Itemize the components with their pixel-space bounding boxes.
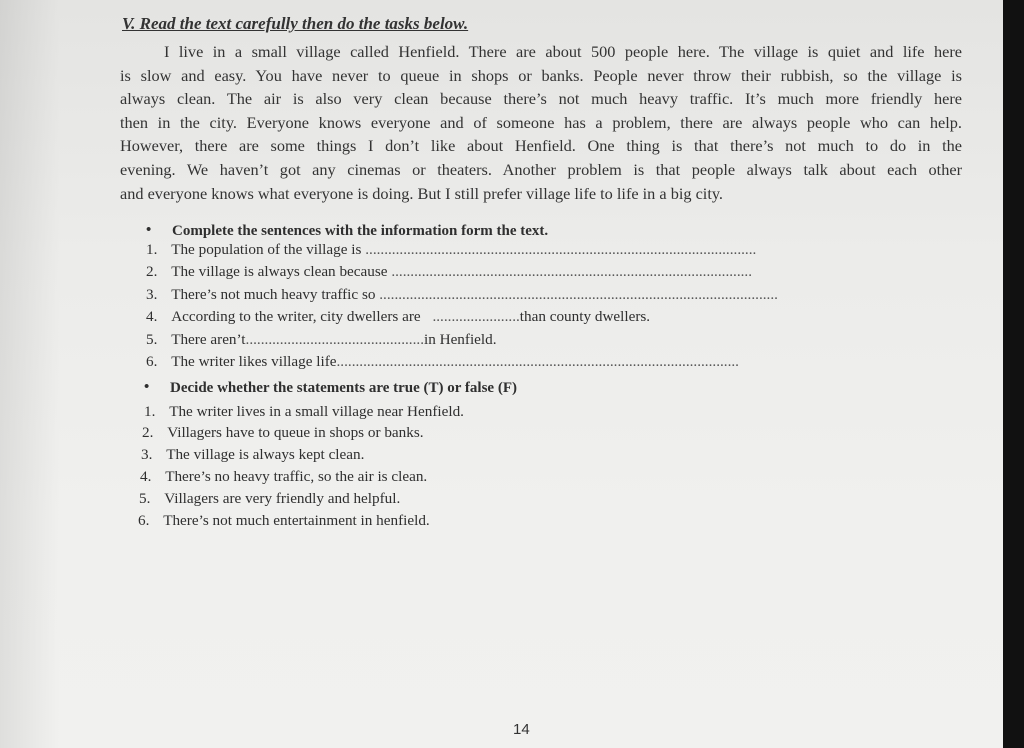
item-number: 5.	[146, 331, 158, 348]
answer-blank[interactable]: ...............................................................................................	[391, 263, 753, 280]
item-number: 2.	[146, 263, 158, 280]
item-number: 3.	[146, 286, 158, 303]
task1-item	[146, 331, 497, 349]
item-number: 1.	[146, 241, 158, 258]
item-after-text: in Henfield.	[423, 331, 497, 348]
passage-line: is slow and easy. You have never to queue in shops or banks. People never throw their rubbish, so the village is	[120, 65, 962, 85]
item-text: The population of the village is	[171, 241, 362, 258]
passage-line: However, there are some things I don’t like about Henfield. One thing is that there’s not much to do in the	[120, 136, 962, 156]
passage-line: then in the city. Everyone knows everyone and of someone has a problem, there are always people who can help.	[120, 112, 962, 132]
item-number: 6.	[146, 353, 158, 370]
item-number: 2.	[142, 424, 154, 441]
page-shadow	[0, 0, 60, 748]
task2-item	[144, 403, 464, 421]
task1-item	[146, 241, 756, 259]
task1-item	[146, 263, 752, 281]
task1-item	[146, 308, 650, 326]
task1-instruction-text: Complete the sentences with the information form the text.	[172, 223, 549, 239]
item-after-text: than county dwellers.	[519, 308, 651, 325]
task1-instruction	[146, 222, 549, 240]
item-text: The writer lives in a small village near Henfield.	[169, 403, 464, 420]
item-text: Villagers have to queue in shops or banks.	[167, 424, 424, 441]
task1-item	[146, 286, 778, 304]
passage-line: and everyone knows what everyone is doing. But I still prefer village life to life in a big city.	[120, 183, 723, 203]
answer-blank[interactable]: .......................................................................................................	[365, 241, 757, 258]
item-number: 4.	[146, 308, 158, 325]
item-text: The village is always kept clean.	[166, 446, 365, 463]
item-number: 1.	[144, 403, 156, 420]
passage-line: evening. We haven’t got any cinemas or theaters. Another problem is that people always talk about each other	[120, 159, 962, 179]
item-text: Villagers are very friendly and helpful.	[164, 490, 401, 507]
task2-instruction-text: Decide whether the statements are true (T) or false (F)	[170, 380, 517, 396]
item-number: 3.	[141, 446, 153, 463]
answer-blank[interactable]: .........................................................................................................	[379, 286, 778, 303]
item-text: The writer likes village life	[171, 353, 337, 370]
item-text: There aren’t	[171, 331, 246, 348]
reading-passage	[120, 40, 962, 205]
task2-item	[142, 424, 424, 442]
item-number: 4.	[140, 468, 152, 485]
task2-item	[141, 446, 364, 464]
item-text: There’s no heavy traffic, so the air is clean.	[165, 468, 428, 485]
page-number: 14	[513, 721, 530, 738]
item-number: 6.	[138, 512, 150, 529]
task2-item	[138, 512, 430, 530]
task2-item	[140, 468, 427, 486]
item-text: The village is always clean because	[171, 263, 388, 280]
answer-blank[interactable]: ...............................................	[245, 331, 424, 348]
answer-blank[interactable]: .......................	[432, 308, 520, 325]
task1-item	[146, 353, 739, 371]
bullet-icon: •	[144, 379, 150, 395]
background-edge	[1003, 0, 1024, 748]
task2-item	[139, 490, 400, 508]
item-text: There’s not much entertainment in henfield.	[163, 512, 430, 529]
passage-line: always clean. The air is also very clean because there’s not much heavy traffic. It’s much more friendly here	[120, 89, 962, 109]
task2-instruction	[144, 379, 517, 397]
bullet-icon: •	[146, 222, 152, 238]
item-text: There’s not much heavy traffic so	[171, 286, 376, 303]
answer-blank[interactable]: ..........................................................................................................	[336, 353, 739, 370]
item-number: 5.	[139, 490, 151, 507]
section-heading: V. Read the text carefully then do the tasks below.	[122, 14, 469, 33]
passage-line: I live in a small village called Henfield. There are about 500 people here. The village is quiet and life here	[164, 42, 962, 61]
item-text: According to the writer, city dwellers are	[171, 308, 421, 325]
